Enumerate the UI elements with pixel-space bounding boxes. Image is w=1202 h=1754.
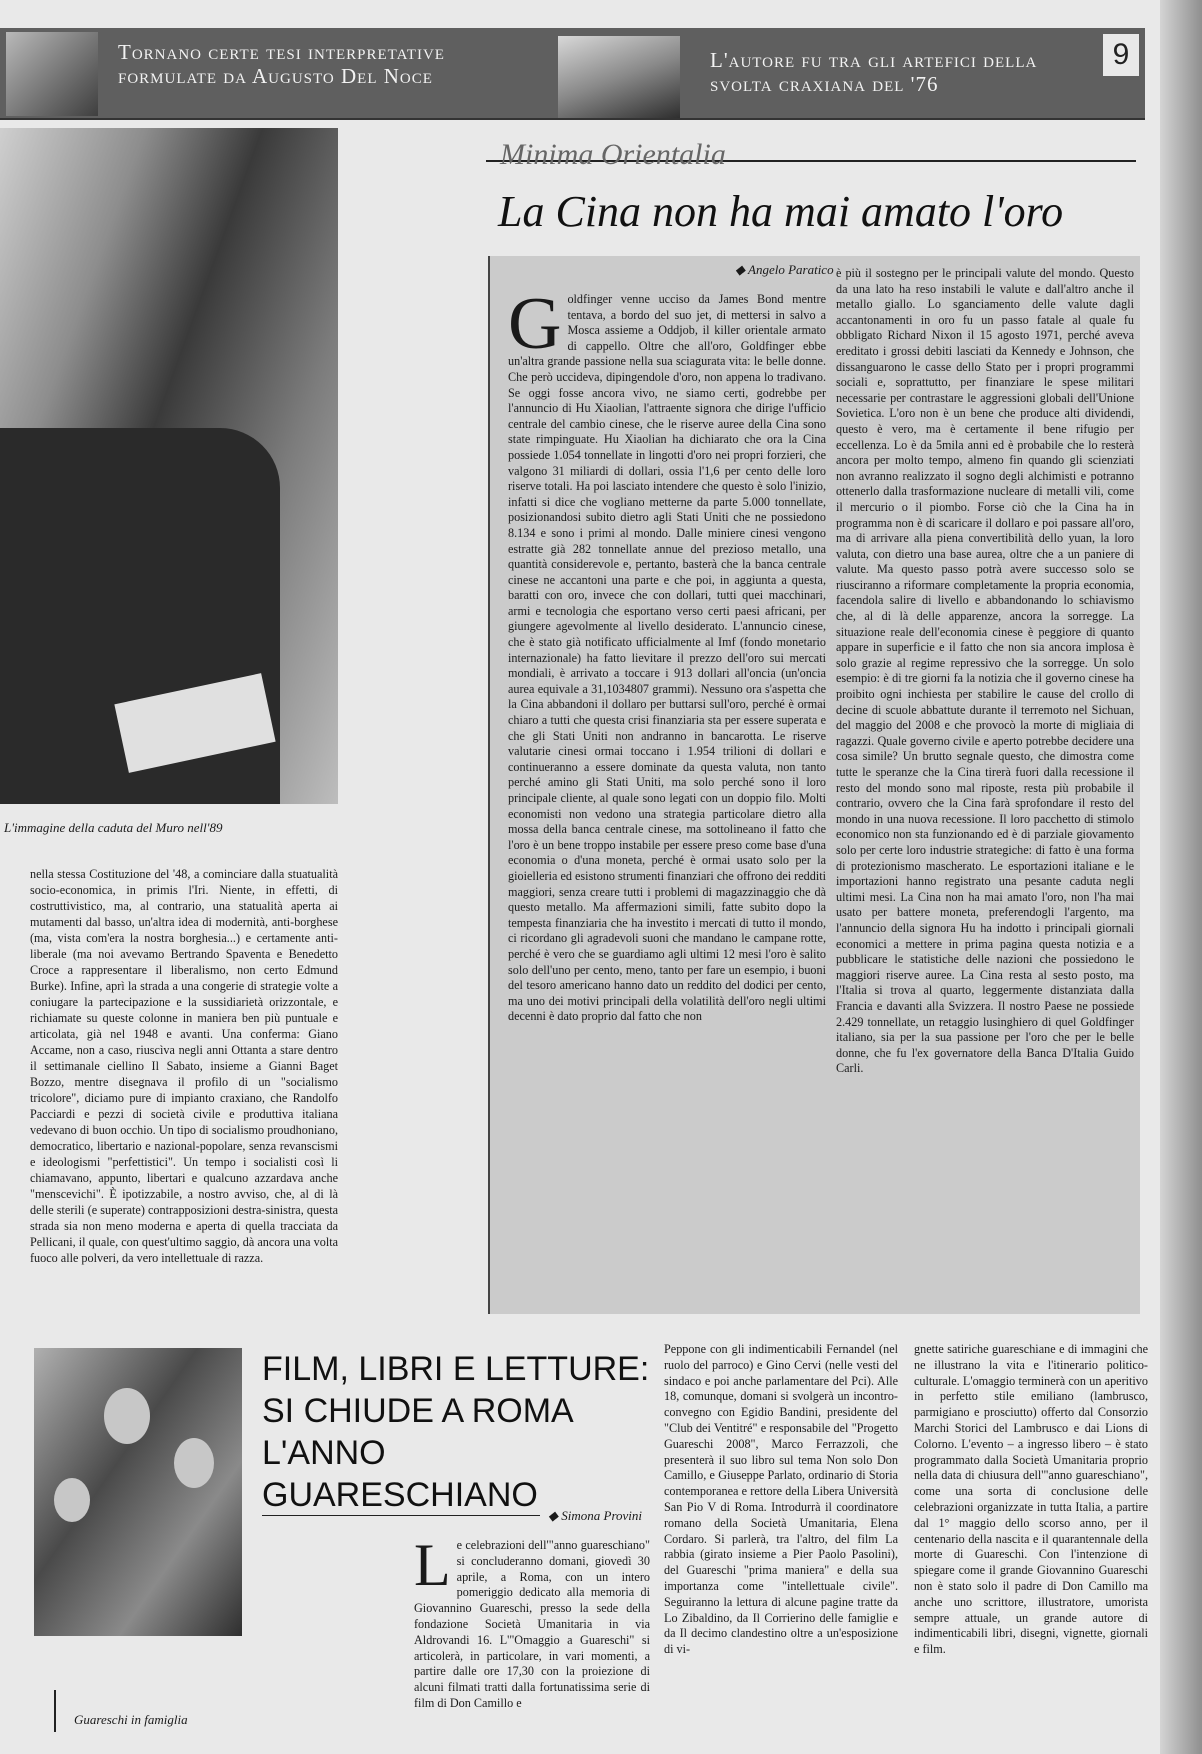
china-article-col1 bbox=[508, 292, 826, 1306]
page-header bbox=[0, 28, 1145, 120]
header-headline-left: Tornano certe tesi interpretative formulate da Augusto Del Noce bbox=[118, 40, 445, 88]
photo-face bbox=[104, 1388, 150, 1444]
col1-text: oldfinger venne ucciso da James Bond mentre tentava, a bordo del suo jet, di mettersi in salvo a Mosca assieme a Oddjob, il killer orientale armato di cappello. Oltre che all'oro, Goldfinger ebbe un'altra grande passione nella sua sciagurata vita: le belle donne. Che però uccideva, dipingendole d'oro, non appena lo tradivano. Se oggi fosse ancora vivo, ne siamo certi, godrebbe per l'annuncio di Hu Xiaolian, l'attraente signora che dirige l'ufficio centrale del cambio cinese, che le riserve auree della Cina sono state rimpinguate. Hu Xiaolian ha dichiarato che ora la Cina possiede 1.054 tonnellate in lingotti d'oro nei propri forzieri, che valgono 31 miliardi di dollari, ossia l'1,6 per cento delle loro riserve totali. Ha poi lasciato intendere che questo è solo l'inizio, infatti si dice che vogliano metterne da parte 5.000 tonnellate, posizionandosi subito dietro agli Stati Uniti che ne possiedono 8.134 e sono i primi al mondo. Dalle miniere cinesi vengono estratte già 282 tonnellate annue del prezioso metallo, una quantità considerevole e, pertanto, basterà che la banca centrale cinese ne accantoni una parte e che poi, in aggiunta a questa, baratti con oro, invece che con dollari, tutti quei macchinari, armi e tecnologia che esportano verso certi paesi africani, per giungere agevolmente al livello desiderato. L'annuncio cinese, che è stato già notificato ufficialmente al Imf (fondo monetario internazionale) ha fatto lievitare il prezzo dell'oro sui mercati mondiali, è arrivato a toccare i 913 dollari all'oncia (un'oncia aurea equivale a 31,1034807 grammi). Nessuno ora s'aspetta che la Cina abbandoni il dollaro per buttarsi sull'oro, perché è ormai chiaro a tutti che questa crisi finanziaria sta per essere superata e che gli Stati Uniti non andranno in bancarotta. Le riserve valutarie cinesi ormai toccano i 1.954 trilioni di dollari e continueranno a essere dominate da questa valuta, non tanto perché amino gli Stati Uniti, ma solo perché sono il loro principale cliente, al quale sono legati con un doppio filo. Molti economisti non vedono una strategia particolare dietro alla mossa della banca centrale cinese, ma sottolineano il fatto che l'oro è un bene troppo instabile per essere preso come base d'una economia o d'una moneta, perché è ormai usato solo per la gioielleria ed esistono strumenti finanziari che offrono dei redditi maggiori, senza creare tutti i problemi di magazzinaggio che dà questo metallo. Ma affermazioni simili, fatte subito dopo la tempesta finanziaria che ha investito i mercati di tutto il mondo, ci ricordano gli agradevoli suoni che mandano le campane rotte, perché è vero che se guardiamo agli ultimi 12 mesi l'oro è salito solo dell'uno per cento, meno, tanto per fare un esempio, i buoni del tesoro americano hanno dato un reddito del dodici per cento, ma uno dei motivi principali della volatilità dell'oro negli ultimi decenni è dato proprio dal fatto che non bbox=[508, 292, 826, 1024]
main-photo-caption: L'immagine della caduta del Muro nell'89 bbox=[4, 820, 223, 835]
guareschi-byline: ◆ Simona Provini bbox=[548, 1508, 643, 1523]
dropcap: G bbox=[508, 292, 562, 365]
china-article-col2: è più il sostegno per le principali valute del mondo. Questo da una lato ha reso instabili le valute e dall'altro anche il metallo giallo. Lo sganciamento delle valute dagli accantonamenti in oro fu un passo fatale al quale fu obbligato Richard Nixon il 15 agosto 1971, perché aveva ereditato i grossi debiti lasciati da Kennedy e Johnson, che dissanguarono le casse dello Stato per i propri programmi sociali e, soprattutto, per finanziare le spese militari necessarie per contrastare le aggressioni globali dell'Unione Sovietica. L'oro non è un bene che produce alti dividendi, questo è vero, ma è certamente il bene rifugio per eccellenza. Lo è da 5mila anni ed è probabile che lo resterà ancora per molto tempo, almeno fin quando gli scienziati non avranno realizzato il sogno degli alchimisti e potranno ottenerlo dalla trasformazione nucleare di metalli vili, come il mercurio o il piombo. Forse ciò che la Cina ha in programma non è di scaricare il dollaro e poi passare all'oro, ma di arrivare alla piena convertibilità dello yuan, la loro valuta, con dietro una base aurea, oltre che a un paniere di valute. Ma questo passo potrà avere successo solo se riusciranno a riformare completamente la propria economia, facendola salire di livello e abbandonando lo schiavismo che, al di là delle apparenze, ancora la sorregge. La situazione reale dell'economia cinese è peggiore di quanto appare in superficie e il fatto che non sia ancora implosa è solo grazie al regime repressivo che la sorregge. Un solo esempio: è di tre giorni fa la notizia che il governo cinese ha proibito ogni inchiesta per stabilire le cause del crollo di decine di scuole abbattute durante il terremoto nel Sichuan, del maggio del 2008 e che provocò la morte di migliaia di ragazzi. Quale governo civile e aperto potrebbe decidere una cosa simile? Un brutto segnale questo, che dimostra come tutte le speranze che la Cina tirerà fuori dalla recessione il resto del mondo sono mal riposte, resta più probabile il contrario, ovvero che la Cina farà sprofondare il resto del mondo in una nuova recessione. Il loro pacchetto di stimolo economico non sta funzionando ed è di parziale giovamento solo per certe loro industrie strategiche: di fatto è una forma di protezionismo mascherato. Le esportazioni italiane e le importazioni hanno registrato una pesante caduta negli ultimi mesi. La Cina non ha mai amato l'oro, non l'ha mai usato per battere moneta, preferendogli l'argento, ma l'annuncio della signora Hu ha indotto i principali giornali economici a mettere in prima pagina questa notizia e a pubblicare le statistiche delle nazioni che possiedono le maggiori riserve auree. La Cina resta al sesto posto, ma l'Italia si trova al quarto, leggermente distanziata dalla Francia e davanti alla Svizzera. Il nostro Paese ne possiede 2.429 tonnellate, un retaggio lusinghiero di quel Goldfinger italiano, sia per la sua passione per l'oro che per le belle donne, che fu l'ex governatore della Banca D'Italia Guido Carli. bbox=[836, 266, 1134, 1076]
article-byline: ◆ Angelo Paratico bbox=[735, 262, 834, 277]
photo-face bbox=[174, 1438, 214, 1488]
main-photo bbox=[0, 128, 338, 804]
col1-text: e celebrazioni dell'"anno guareschiano" si concluderanno domani, giovedì 30 aprile, a Roma, con un intero pomeriggio dedicato alla memoria di Giovannino Guareschi, presso la sede della fondazione Società Umanitaria in via Aldrovandi 16. L'"Omaggio a Guareschi" si articolerà, in particolare, in vari momenti, a partire dalle ore 17,30 con la proiezione di alcuni filmati tratti dalla fortunatissima serie di film di Don Camillo e bbox=[414, 1538, 650, 1710]
byline-rule bbox=[262, 1515, 540, 1516]
page-edge-shadow bbox=[1160, 0, 1202, 1754]
photo-face bbox=[54, 1478, 90, 1522]
page-number: 9 bbox=[1103, 34, 1139, 76]
caption-rule bbox=[54, 1690, 56, 1732]
guareschi-photo-caption: Guareschi in famiglia bbox=[74, 1712, 188, 1727]
guareschi-col3: gnette satiriche guareschiane e di immagini che ne illustrano la vita e l'itinerario politico-culturale. L'omaggio terminerà con un aperitivo in perfetto stile emiliano (lambrusco, parmigiano e prosciutto) offerto dal Consorzio Marchi Storici del Lambrusco e dai Lions di Colorno. L'evento – a ingresso libero – è stato programmato dalla Società Umanitaria proprio nella data di chiusura dell'"anno guareschiano", come una sorta di conclusione delle celebrazioni organizzate in tutta Italia, a partire dal 1° maggio dello scorso anno, per il centenario della nascita e il quarantennale della morte di Guareschi. Con l'intenzione di spiegare come il grande Giovannino Guareschi non è stato solo il padre di Don Camillo ma anche uno scrittore, illustratore, umorista sempre attuale, un grande autore di indimenticabili libri, disegni, vignette, giornali e film. bbox=[914, 1342, 1148, 1657]
dropcap: L bbox=[414, 1538, 451, 1598]
header-headline-right: L'autore fu tra gli artefici della svolta craxiana del '76 bbox=[710, 48, 1038, 96]
byline-name: Angelo Paratico bbox=[748, 262, 834, 277]
article-title: La Cina non ha mai amato l'oro bbox=[498, 187, 1064, 236]
guareschi-col1 bbox=[414, 1538, 650, 1748]
column-kicker: Minima Orientalia bbox=[500, 138, 726, 171]
guareschi-col2: Peppone con gli indimenticabili Fernandel (nel ruolo del parroco) e Gino Cervi (nelle vesti del sindaco e poi anche parlamentare del Pci). Alle 18, comunque, domani si svolgerà un incontro-convegno con Egidio Bandini, presidente del "Club dei Ventitré" e responsabile del "Progetto Guareschi 2008", Marco Ferrazzoli, che presenterà il suo libro sul tema Non solo Don Camillo, e Giuseppe Parlato, ordinario di Storia contemporanea e rettore della Libera Università San Pio V di Roma. Introdurrà il coordinatore romano della Società Umanitaria, Elena Cordaro. Si parlerà, tra l'altro, del film La rabbia (girato insieme a Pier Paolo Pasolini), del Guareschi "prima maniera" e della sua importanza come "intellettuale civile". Seguiranno la lettura di alcune pagine tratte da Lo Zibaldino, da Il Corrierino delle famiglie e da Il decimo clandestino oltre a un'esposizione di vi- bbox=[664, 1342, 898, 1657]
guareschi-photo bbox=[34, 1348, 242, 1636]
byline-name: Simona Provini bbox=[561, 1508, 643, 1523]
header-portrait-right bbox=[558, 36, 680, 118]
left-article-text: nella stessa Costituzione del '48, a cominciare dalla stuatualità socio-economica, in primis l'Iri. Niente, in effetti, di costruttivistico, ma, al contrario, una statualità aperta ai mutamenti dal basso, un'altra idea di modernità, anti-borghese (ma, vista com'era la nostra borghesia...) e certamente anti-liberale (ma noi avevamo Bertrando Spaventa e Benedetto Croce a rappresentare il liberalismo, non certo Edmund Burke). Infine, aprì la strada a una congerie di strategie volte a coniugare la partecipazione e la sussidiarietà orizzontale, e richiamate su queste colonne in maniera ben più puntuale e articolata, già nel 1948 e avanti. Una conferma: Giano Accame, non a caso, riuscìva negli anni Ottanta a stare dentro il settimanale ciellino Il Sabato, insieme a Gianni Baget Bozzo, mentre disegnava il profilo di un "socialismo tricolore", diciamo pure di impianto craxiano, che Randolfo Pacciardi e pezzi di società civile e produttiva italiana vedevano di buon occhio. Un tipo di socialismo proudhoniano, democratico, libertario e nazional-popolare, senza revanscismi e ideologismi "perfettistici". Un tempo i socialisti così li chiamavano, appunto, libertari e qualcuno azzardava anche "menscevichi". È ipotizzabile, a nostro avviso, che, al di là delle sterili (e superate) contrapposizioni destra-sinistra, questa strada sia non meno moderna e aperta di quella tracciata da Pellicani, il quale, con quest'ultimo saggio, dà ancora una volta fuoco alle polveri, da vero intellettuale di razza. bbox=[30, 867, 338, 1265]
guareschi-title: FILM, LIBRI E LETTURE: SI CHIUDE A ROMA L'ANNO GUARESCHIANO bbox=[262, 1350, 650, 1514]
header-portrait-left bbox=[6, 32, 98, 116]
